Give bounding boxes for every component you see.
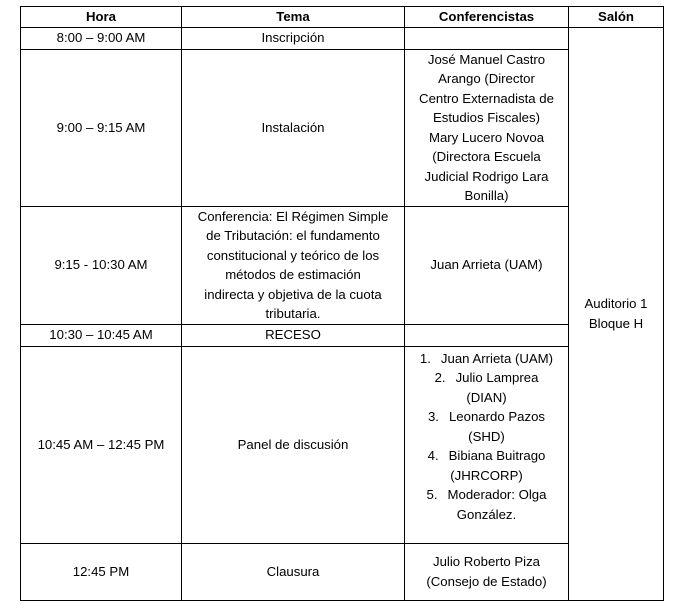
panelist-affiliation: González. [456,506,517,522]
table-row [21,49,664,206]
panelist-name: Moderador: Olga [447,487,547,502]
panelist-affiliation: (DIAN) [466,389,507,405]
topic-line: indirecta y objetiva de la cuota [204,286,382,302]
agenda-table [20,6,664,601]
header-tema: Tema [182,7,405,28]
speaker-line: Centro Externadista de [419,90,554,106]
topic-line: Conferencia: El Régimen Simple [197,208,389,224]
speaker-line: Bonilla) [464,188,509,203]
cell-tema [182,206,405,324]
table-row [21,324,664,346]
cell-hora: 9:15 - 10:30 AM [21,206,182,324]
cell-conferencistas [405,346,569,543]
panelist-name: Julio Lamprea [455,370,539,385]
list-item [408,407,565,446]
cell-tema: Clausura [182,543,405,600]
panelist-name: Leonardo Pazos [448,409,546,424]
header-conferencistas: Conferencistas [405,7,569,28]
speaker-line: Judicial Rodrigo Lara [424,168,549,184]
cell-tema: Inscripción [182,27,405,49]
header-hora: Hora [21,7,182,28]
cell-conferencistas [405,543,569,600]
list-number: 5. [426,487,438,502]
speaker-line: José Manuel Castro [427,51,546,67]
panel-list [408,349,565,525]
list-number: 3. [427,409,439,424]
topic-line: tributaria. [265,306,321,321]
cell-tema: RECESO [182,324,405,346]
speaker-line: Estudios Fiscales) [432,110,540,125]
salon-line: Auditorio 1 [584,296,648,311]
header-salon: Salón [569,7,664,28]
cell-hora: 9:00 – 9:15 AM [21,49,182,206]
list-item [408,349,565,369]
cell-hora: 8:00 – 9:00 AM [21,27,182,49]
list-number: 2. [434,370,446,385]
topic-line: constitucional y teórico de los [206,247,380,263]
salon-line: Bloque H [588,315,644,331]
cell-hora: 12:45 PM [21,543,182,600]
cell-tema: Panel de discusión [182,346,405,543]
speaker-line: (Consejo de Estado) [426,573,547,589]
topic-line: de Tributación: el fundamento [206,228,380,243]
list-item [408,368,565,407]
speaker-line: Julio Roberto Piza [432,554,541,569]
table-row [21,206,664,324]
panelist-affiliation: (SHD) [468,428,505,444]
panelist-name: Juan Arrieta (UAM) [440,350,554,366]
cell-salon [569,27,664,600]
table-row [21,543,664,600]
cell-conferencistas: Juan Arrieta (UAM) [405,206,569,324]
list-number: 1. [419,350,431,366]
cell-conferencistas [405,27,569,49]
panelist-name: Bibiana Buitrago [448,448,546,463]
panelist-affiliation: (JHRCORP) [450,467,523,483]
table-row [21,346,664,543]
speaker-line: Mary Lucero Novoa [428,129,545,145]
topic-line: métodos de estimación [225,267,361,282]
cell-tema: Instalación [182,49,405,206]
cell-conferencistas [405,49,569,206]
table-row [21,27,664,49]
header-row [21,7,664,28]
list-item [408,485,565,524]
list-number: 4. [427,448,439,463]
cell-hora: 10:30 – 10:45 AM [21,324,182,346]
list-item [408,446,565,485]
cell-conferencistas [405,324,569,346]
speaker-line: Arango (Director [438,71,535,86]
cell-hora: 10:45 AM – 12:45 PM [21,346,182,543]
speaker-line: (Directora Escuela [432,149,541,164]
